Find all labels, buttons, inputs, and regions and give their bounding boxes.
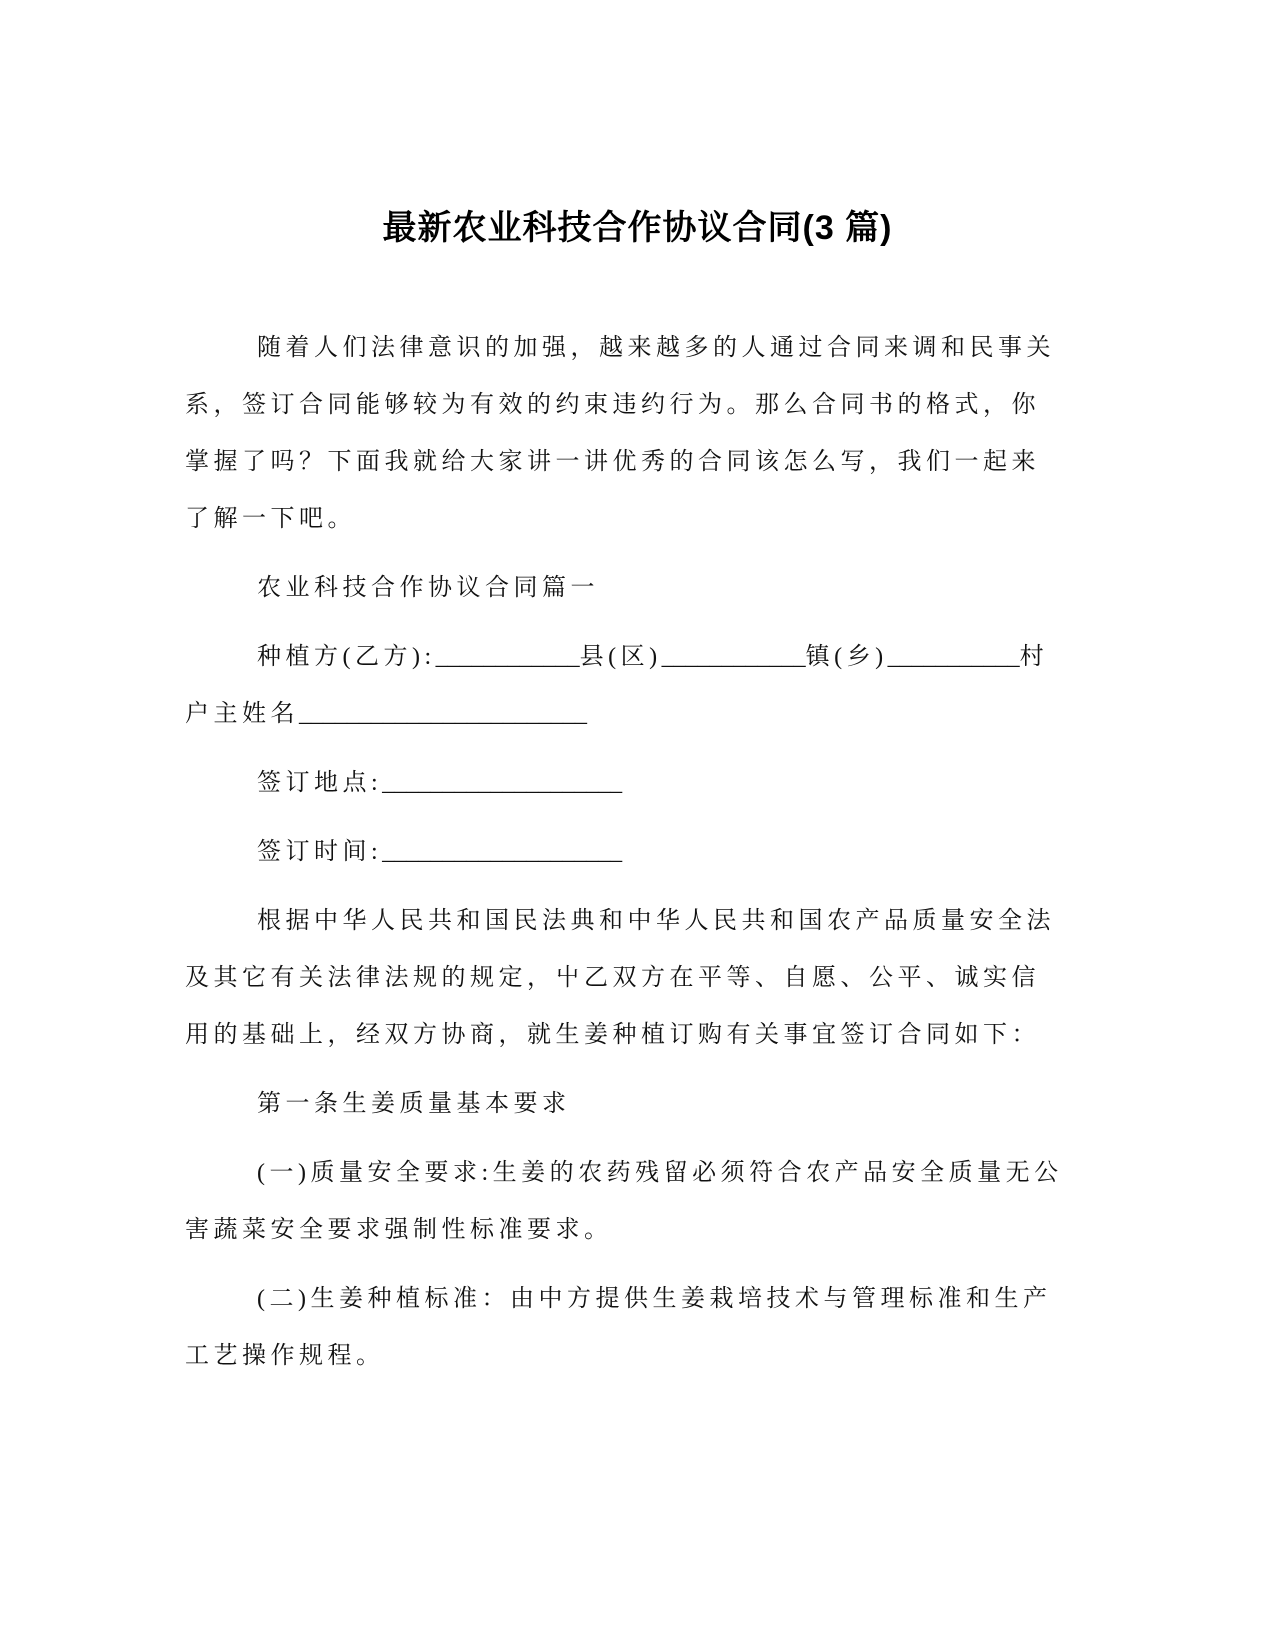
text-line: 了解一下吧。 xyxy=(185,506,356,532)
document-title: 最新农业科技合作协议合同(3 篇) xyxy=(382,209,893,247)
text-line: (二)生姜种植标准：由中方提供生姜栽培技术与管理标准和生产 xyxy=(257,1286,1052,1312)
blank-fill-line: ____________________ xyxy=(382,839,623,865)
blank-fill-line: ________________________ xyxy=(299,701,587,727)
paragraph xyxy=(185,560,1090,617)
text-line: 第一条生姜质量基本要求 xyxy=(257,1091,571,1117)
text-line: 户主姓名________________________ xyxy=(185,701,587,727)
text-line: 及其它有关法律法规的规定，屮乙双方在平等、自愿、公平、诚实信 xyxy=(185,965,1040,991)
paragraph xyxy=(185,755,1090,812)
paragraph xyxy=(185,1076,1090,1133)
paragraph xyxy=(185,629,1090,743)
document-body xyxy=(185,320,1090,1397)
text-line: 根据中华人民共和国民法典和中华人民共和国农产品质量安全法 xyxy=(257,908,1055,934)
text-line: (一)质量安全要求:生姜的农药残留必须符合农产品安全质量无公 xyxy=(257,1160,1063,1186)
blank-fill-line: ___________ xyxy=(887,644,1020,670)
paragraph xyxy=(185,824,1090,881)
text-line: 签订时间:____________________ xyxy=(257,839,623,865)
text-line: 害蔬菜安全要求强制性标准要求。 xyxy=(185,1217,613,1243)
text-line: 签订地点:____________________ xyxy=(257,770,623,796)
paragraph xyxy=(185,893,1090,1064)
blank-fill-line: ____________ xyxy=(661,644,806,670)
text-line: 掌握了吗？下面我就给大家讲一讲优秀的合同该怎么写，我们一起来 xyxy=(185,449,1040,475)
paragraph xyxy=(185,1145,1090,1259)
text-line: 农业科技合作协议合同篇一 xyxy=(257,575,599,601)
paragraph xyxy=(185,320,1090,548)
text-line: 随着人们法律意识的加强，越来越多的人通过合同来调和民事关 xyxy=(257,335,1055,361)
text-line: 系，签订合同能够较为有效的约束违约行为。那么合同书的格式，你 xyxy=(185,392,1040,418)
text-line: 种植方(乙方):____________县(区)____________镇(乡)___________村 xyxy=(257,644,1049,670)
paragraph xyxy=(185,1271,1090,1385)
blank-fill-line: ____________ xyxy=(435,644,580,670)
text-line: 用的基础上，经双方协商，就生姜种植订购有关事宜签订合同如下： xyxy=(185,1022,1040,1048)
blank-fill-line: ____________________ xyxy=(382,770,623,796)
text-line: 工艺操作规程。 xyxy=(185,1343,385,1369)
